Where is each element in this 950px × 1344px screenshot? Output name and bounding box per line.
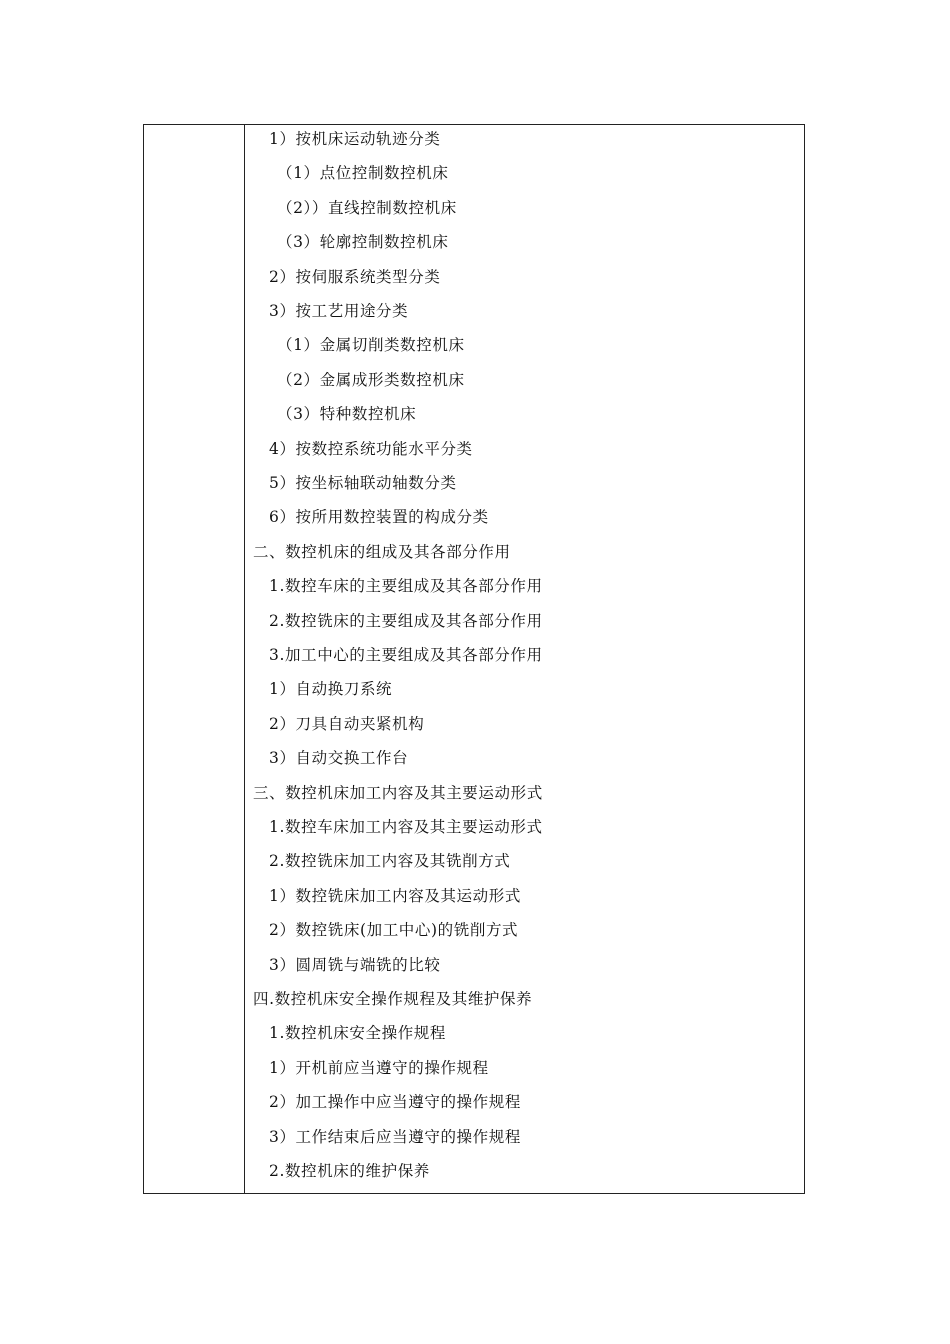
list-item: 6）按所用数控装置的构成分类 [269, 508, 489, 527]
list-item: 3）自动交换工作台 [269, 749, 409, 768]
list-item: 3）按工艺用途分类 [269, 302, 409, 320]
list-item: 1.数控车床加工内容及其主要运动形式 [269, 818, 543, 836]
list-item: 2.数控铣床加工内容及其铣削方式 [269, 852, 511, 871]
list-item: 4）按数控系统功能水平分类 [269, 439, 473, 458]
list-item: 1）自动换刀系统 [269, 680, 393, 699]
list-item: （1）金属切削类数控机床 [277, 336, 465, 355]
list-item: 1）开机前应当遵守的操作规程 [269, 1058, 489, 1077]
table-left-column [144, 125, 245, 1193]
list-item: （3）特种数控机床 [277, 405, 417, 424]
list-item: （2））直线控制数控机床 [277, 198, 457, 217]
section-heading: 四.数控机床安全操作规程及其维护保养 [253, 990, 533, 1008]
list-item: 5）按坐标轴联动轴数分类 [269, 474, 457, 492]
list-item: 1）按机床运动轨迹分类 [269, 130, 441, 148]
list-item: （3）轮廓控制数控机床 [277, 233, 449, 252]
list-item: （1）点位控制数控机床 [277, 164, 449, 183]
list-item: 2）数控铣床(加工中心)的铣削方式 [269, 921, 519, 940]
list-item: 1）数控铣床加工内容及其运动形式 [269, 886, 521, 905]
list-item: 3）工作结束后应当遵守的操作规程 [269, 1127, 521, 1146]
list-item: 2.数控机床的维护保养 [269, 1162, 430, 1180]
list-item: 3）圆周铣与端铣的比较 [269, 955, 441, 974]
list-item: 1.数控车床的主要组成及其各部分作用 [269, 577, 543, 596]
list-item: 1.数控机床安全操作规程 [269, 1024, 446, 1043]
section-heading: 三、数控机床加工内容及其主要运动形式 [253, 783, 543, 802]
document-table [143, 124, 805, 1194]
section-heading: 二、数控机床的组成及其各部分作用 [253, 542, 511, 561]
list-item: 2）刀具自动夹紧机构 [269, 714, 425, 733]
table-content-column [245, 125, 804, 1193]
list-item: （2）金属成形类数控机床 [277, 370, 465, 389]
list-item: 2）按伺服系统类型分类 [269, 267, 441, 286]
list-item: 2）加工操作中应当遵守的操作规程 [269, 1093, 521, 1112]
list-item: 3.加工中心的主要组成及其各部分作用 [269, 646, 543, 664]
list-item: 2.数控铣床的主要组成及其各部分作用 [269, 611, 543, 630]
